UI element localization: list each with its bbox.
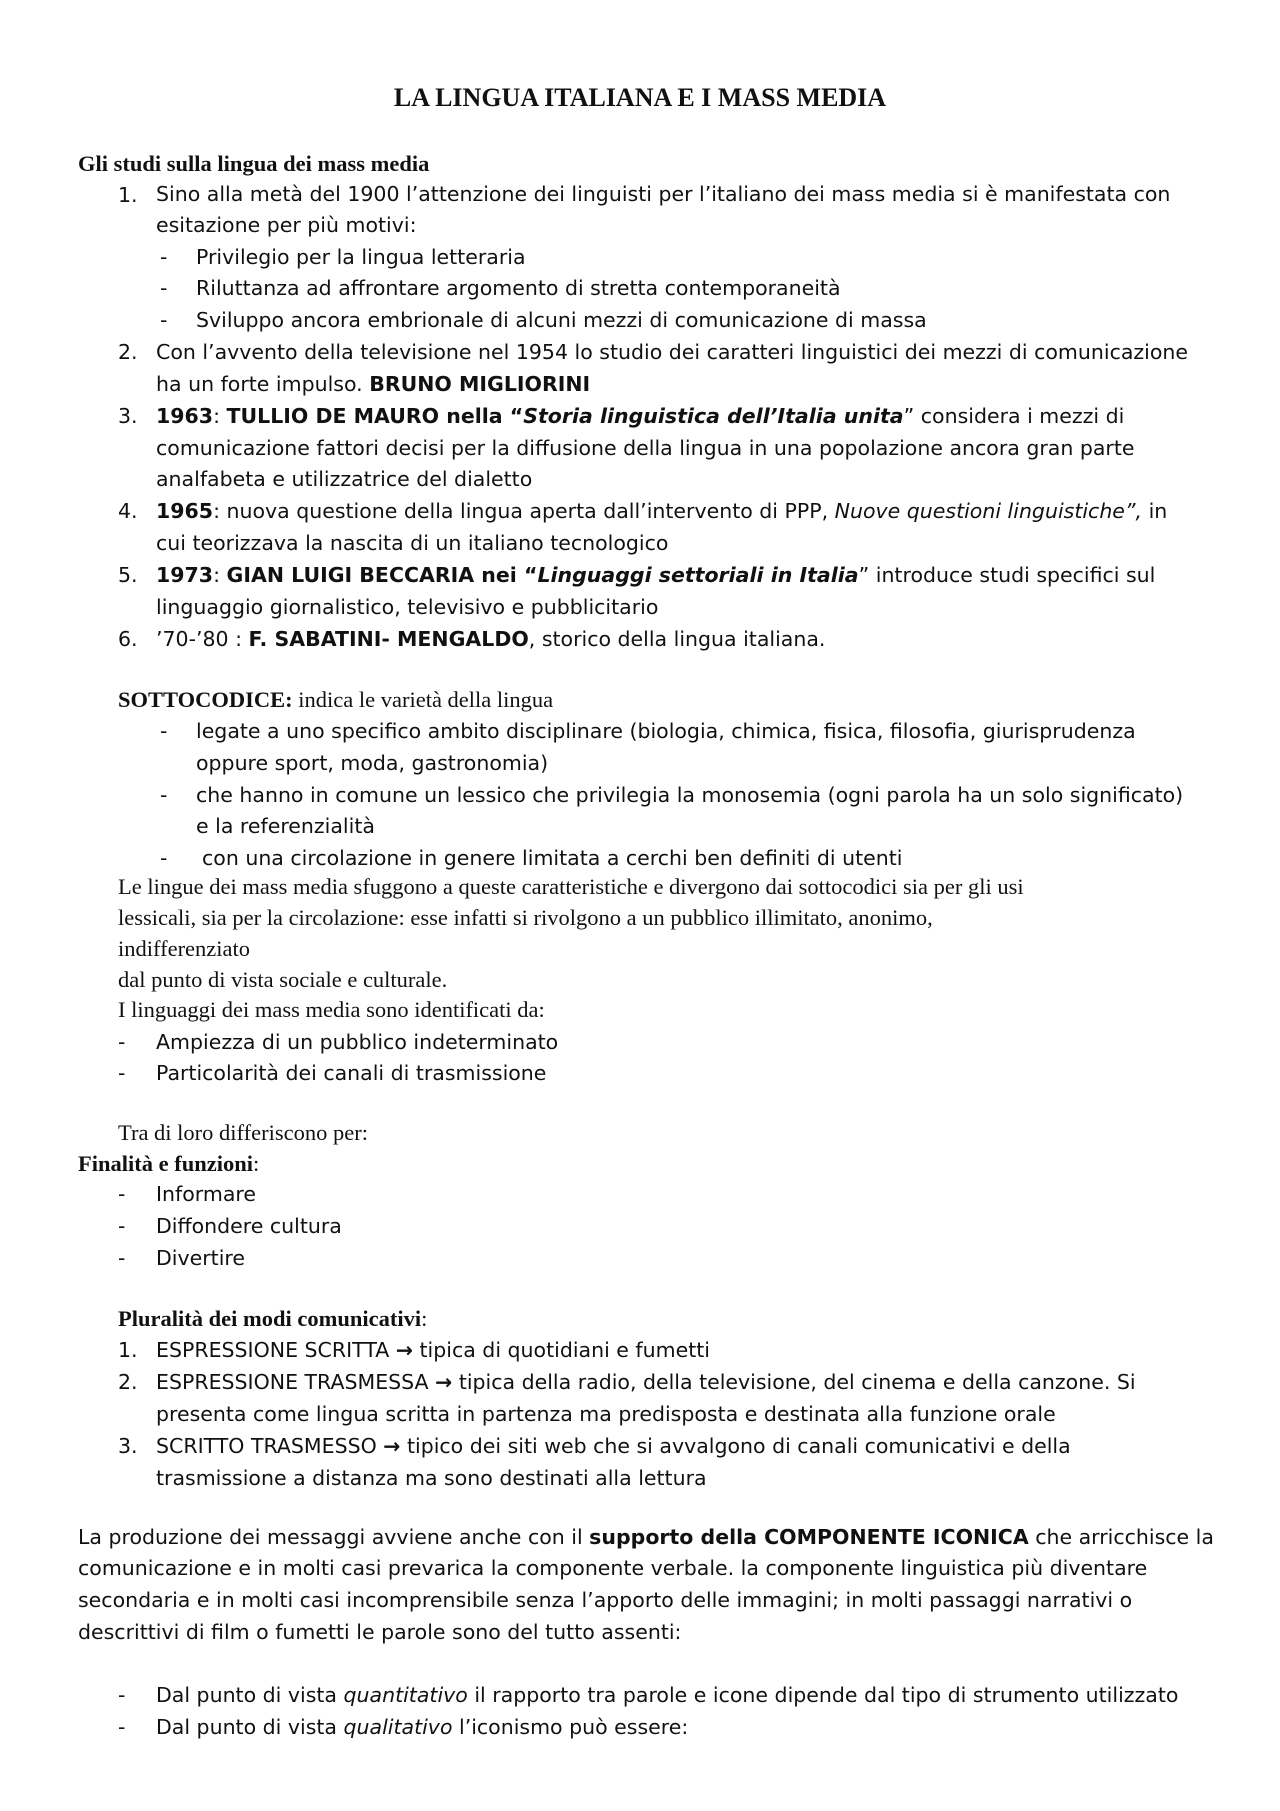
arrow-icon: → [435,1370,453,1394]
paragraph-line: comunicazione e in molti casi prevarica la componente verbale. la componente linguistica più diventare [78,1556,1148,1580]
list-item-text: comunicazione fattori decisi per la diffusione della lingua in una popolazione ancora gran parte [156,436,1135,460]
list-item-text: ESPRESSIONE SCRITTA → tipica di quotidiani e fumetti [156,1338,710,1362]
list-number: 1. [118,1338,138,1362]
subsection-heading: Finalità e funzioni: [78,1151,260,1176]
paragraph-line: secondaria e in molti casi incomprensibile senza l’apporto delle immagini; in molti passaggi narrativi o [78,1588,1133,1612]
bullet-text: Privilegio per la lingua letteraria [196,245,526,269]
list-item-text: ESPRESSIONE TRASMESSA → tipica della radio, della televisione, del cinema e della canzone. Si [156,1370,1136,1394]
bullet-dash: - [118,1182,126,1206]
bullet-text: Riluttanza ad affrontare argomento di stretta contemporaneità [196,276,841,300]
author-name: BRUNO MIGLIORINI [369,372,591,396]
list-item-text: analfabeta e utilizzatrice del dialetto [156,467,533,491]
list-number: 4. [118,499,138,523]
bullet-text: Sviluppo ancora embrionale di alcuni mezzi di comunicazione di massa [196,308,927,332]
bullet-text: Diffondere cultura [156,1214,342,1238]
subsection-heading: Pluralità dei modi comunicativi: [118,1306,428,1331]
bullet-dash: - [160,308,168,332]
bullet-text: oppure sport, moda, gastronomia) [196,751,549,775]
sottocodice-definition: SOTTOCODICE: indica le varietà della lingua [118,687,554,712]
bullet-text: legate a uno specifico ambito disciplinare (biologia, chimica, fisica, filosofia, giurisprudenza [196,719,1136,743]
bullet-dash: - [118,1715,126,1739]
paragraph-line: descrittivi di film o fumetti le parole sono del tutto assenti: [78,1620,682,1644]
list-item-text: SCRITTO TRASMESSO → tipico dei siti web che si avvalgono di canali comunicativi e della [156,1434,1071,1458]
bullet-text: e la referenzialità [196,814,375,838]
paragraph-line: I linguaggi dei mass media sono identificati da: [118,997,545,1022]
list-item-text: 1965: nuova questione della lingua aperta dall’intervento di PPP, Nuove questioni linguistiche”, in [156,499,1168,523]
list-item-text: esitazione per più motivi: [156,213,417,237]
bullet-dash: - [118,1683,126,1707]
list-number: 3. [118,1434,138,1458]
bullet-text: Ampiezza di un pubblico indeterminato [156,1030,559,1054]
bullet-text: Dal punto di vista quantitativo il rapporto tra parole e icone dipende dal tipo di strumento utilizzato [156,1683,1179,1707]
paragraph-line: indifferenziato [118,936,251,961]
list-item-text: Con l’avvento della televisione nel 1954 lo studio dei caratteri linguistici dei mezzi di comunicazione [156,340,1189,364]
list-item-text: ’70-’80 : F. SABATINI- MENGALDO, storico della lingua italiana. [156,627,826,651]
work-title: Linguaggi settoriali in Italia [537,563,859,587]
bullet-text: Informare [156,1182,256,1206]
bullet-dash: - [118,1030,126,1054]
list-item-text: cui teorizzava la nascita di un italiano tecnologico [156,531,669,555]
bullet-dash: - [160,245,168,269]
list-item-text: 1963: TULLIO DE MAURO nella “Storia linguistica dell’Italia unita” considera i mezzi di [156,404,1125,428]
work-title: Nuove questioni linguistiche”, [834,499,1143,523]
paragraph-line: dal punto di vista sociale e culturale. [118,967,448,992]
bullet-dash: - [118,1246,126,1270]
paragraph-line: Tra di loro differiscono per: [118,1120,368,1145]
list-item-text: 1973: GIAN LUIGI BECCARIA nei “Linguaggi settoriali in Italia” introduce studi specifici sul [156,563,1156,587]
bullet-text: Dal punto di vista qualitativo l’iconismo può essere: [156,1715,689,1739]
list-item-text: presenta come lingua scritta in partenza ma predisposta e destinata alla funzione orale [156,1402,1056,1426]
list-number: 1. [118,183,138,207]
page-title: LA LINGUA ITALIANA E I MASS MEDIA [393,83,887,112]
bullet-dash: - [160,846,168,870]
bullet-dash: - [160,783,168,807]
paragraph-line: La produzione dei messaggi avviene anche con il supporto della COMPONENTE ICONICA che arricchisce la [78,1525,1214,1549]
bullet-dash: - [160,719,168,743]
list-number: 2. [118,340,138,364]
paragraph-line: Le lingue dei mass media sfuggono a queste caratteristiche e divergono dai sottocodici sia per gli usi [118,874,1024,899]
list-item-text: ha un forte impulso. BRUNO MIGLIORINI [156,372,591,396]
bullet-text: che hanno in comune un lessico che privilegia la monosemia (ogni parola ha un solo significato) [196,783,1184,807]
list-item-text: linguaggio giornalistico, televisivo e pubblicitario [156,595,659,619]
list-item-text: trasmissione a distanza ma sono destinati alla lettura [156,1466,707,1490]
paragraph-line: lessicali, sia per la circolazione: esse infatti si rivolgono a un pubblico illimitato, anonimo, [118,905,933,930]
arrow-icon: → [383,1434,401,1458]
list-item-text: Sino alla metà del 1900 l’attenzione dei linguisti per l’italiano dei mass media si è manifestata con [156,182,1171,206]
section-heading: Gli studi sulla lingua dei mass media [78,151,430,176]
bullet-dash: - [118,1214,126,1238]
arrow-icon: → [395,1338,413,1362]
work-title: Storia linguistica dell’Italia unita [523,404,904,428]
bullet-text: Particolarità dei canali di trasmissione [156,1061,547,1085]
list-number: 3. [118,404,138,428]
bullet-text: con una circolazione in genere limitata a cerchi ben definiti di utenti [202,846,903,870]
list-number: 5. [118,563,138,587]
bullet-dash: - [118,1061,126,1085]
bullet-text: Divertire [156,1246,245,1270]
list-number: 2. [118,1370,138,1394]
bullet-dash: - [160,276,168,300]
list-number: 6. [118,627,138,651]
